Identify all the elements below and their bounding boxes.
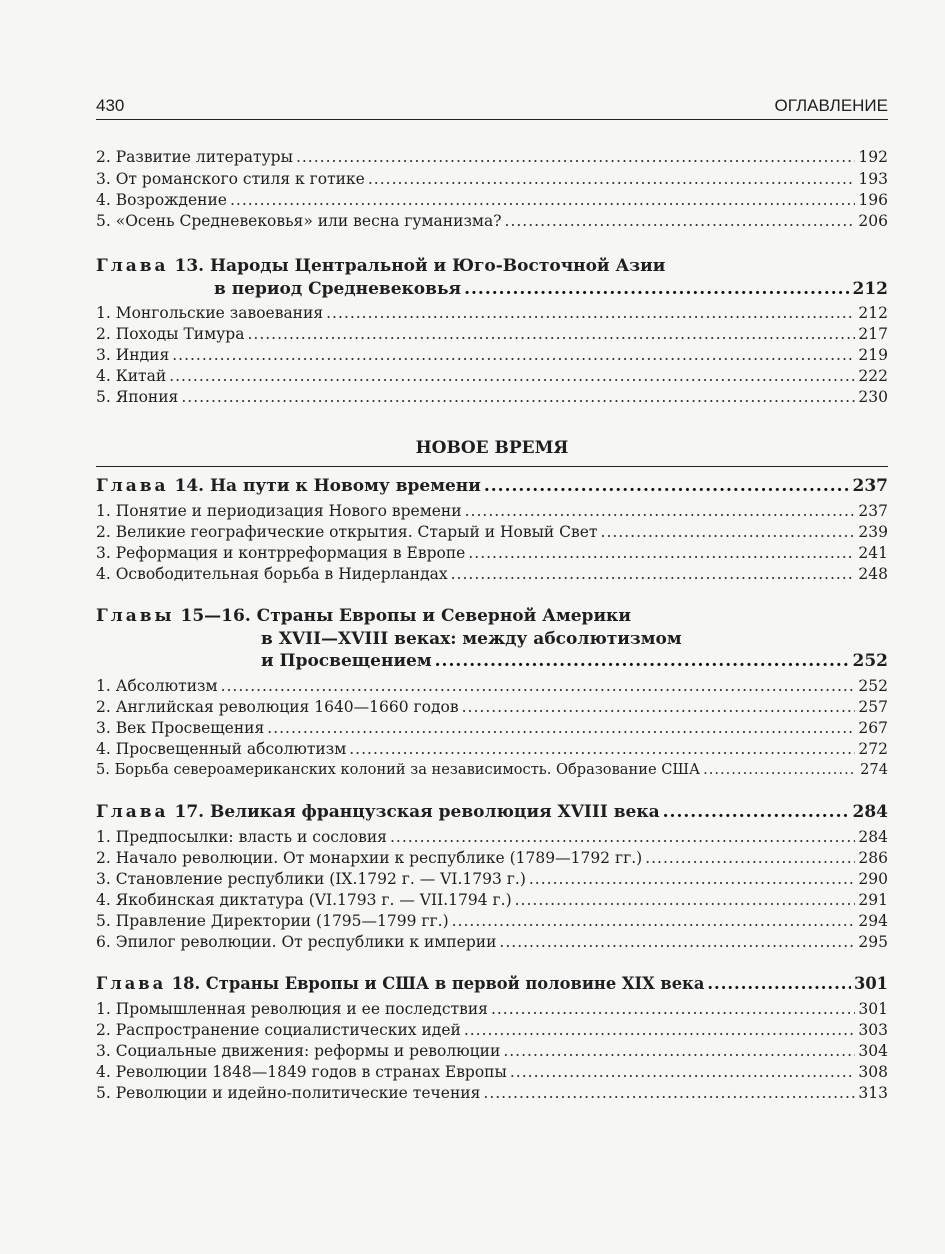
toc-item: 2. Английская революция 1640—1660 годов ..... 257 [96,698,888,716]
toc-item: 4. Китай ..... 222 [96,367,888,385]
toc-item: 2. Великие географические открытия. Старый и Новый Свет ..... 239 [96,523,888,541]
toc-item: 1. Абсолютизм ..... 252 [96,677,888,695]
toc-item: 4. Якобинская диктатура (VI.1793 г. — VII.1794 г.) ..... 291 [96,891,888,909]
toc-item: 5. Япония ..... 230 [96,388,888,406]
toc-item: 3. От романского стиля к готике ..... 193 [96,170,888,188]
toc-item: 3. Становление республики (IX.1792 г. — VI.1793 г.) ..... 290 [96,870,888,888]
section-divider [96,466,888,467]
chapter-heading: Глава 13. Народы Центральной и Юго-Восточной Азии [96,256,666,276]
toc-item: 2. Походы Тимура ..... 217 [96,325,888,343]
toc-item: 2. Развитие литературы ..... 192 [96,148,888,166]
toc-item: 4. Революции 1848—1849 годов в странах Европы ..... 308 [96,1063,888,1081]
page-number: 430 [96,96,125,115]
toc-item: 6. Эпилог революции. От республики к империи ..... 295 [96,933,888,951]
chapter-heading: Глава 17. Великая французская революция XVIII века ..... 284 [96,802,888,822]
toc-item: 4. Просвещенный абсолютизм ..... 272 [96,740,888,758]
toc-item: 4. Освободительная борьба в Нидерландах ..... 248 [96,565,888,583]
chapter-heading: Главы 15—16. Страны Европы и Северной Америки [96,606,631,626]
toc-item: 5. Борьба североамериканских колоний за независимость. Образование США ..... 274 [96,761,888,778]
toc-item: 1. Предпосылки: власть и сословия ..... 284 [96,828,888,846]
section-title: НОВОЕ ВРЕМЯ [415,438,569,458]
toc-item: 1. Понятие и периодизация Нового времени ..... 237 [96,502,888,520]
toc-item: 5. Правление Директории (1795—1799 гг.) ..... 294 [96,912,888,930]
toc-item: 2. Начало революции. От монархии к республике (1789—1792 гг.) ..... 286 [96,849,888,867]
chapter-heading-line: и Просвещением ..... 252 [261,651,888,671]
chapter-heading-line: в период Средневековья ..... 212 [214,279,888,299]
toc-item: 2. Распространение социалистических идей ..... 303 [96,1021,888,1039]
toc-item: 3. Век Просвещения ..... 267 [96,719,888,737]
toc-item: 5. «Осень Средневековья» или весна гуманизма? ..... 206 [96,212,888,230]
running-header [96,96,888,120]
chapter-heading-line: в XVII—XVIII веках: между абсолютизмом [261,629,682,649]
toc-item: 1. Монгольские завоевания ..... 212 [96,304,888,322]
chapter-heading: Глава 14. На пути к Новому времени ..... 237 [96,476,888,496]
toc-item: 3. Индия ..... 219 [96,346,888,364]
running-title: ОГЛАВЛЕНИЕ [774,96,888,115]
chapter-heading: Глава 18. Страны Европы и США в первой половине XIX века ..... 301 [96,974,888,993]
toc-item: 4. Возрождение ..... 196 [96,191,888,209]
toc-item: 3. Социальные движения: реформы и революции ..... 304 [96,1042,888,1060]
toc-item: 3. Реформация и контрреформация в Европе ..... 241 [96,544,888,562]
toc-item: 1. Промышленная революция и ее последствия ..... 301 [96,1000,888,1018]
toc-item: 5. Революции и идейно-политические течения ..... 313 [96,1084,888,1102]
